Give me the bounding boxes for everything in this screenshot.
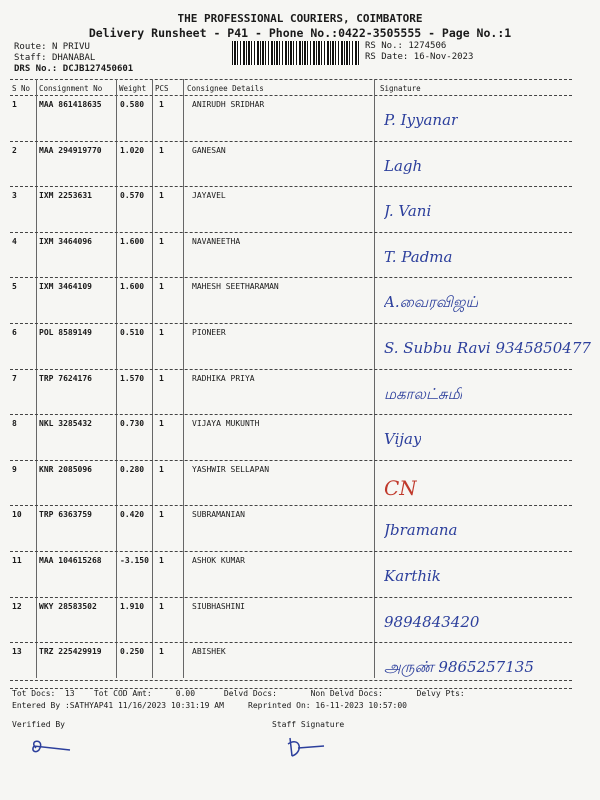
verifier-signature-mark bbox=[26, 736, 76, 760]
row-sno: 12 bbox=[12, 601, 22, 611]
row-weight: 0.250 bbox=[120, 647, 145, 657]
row-consignment-no: IXM 3464096 bbox=[39, 236, 92, 246]
row-rule bbox=[10, 141, 572, 142]
table-bottom-rule bbox=[10, 680, 572, 681]
staff-signature-mark bbox=[282, 734, 332, 762]
row-consignee: MAHESH SEETHARAMAN bbox=[192, 282, 279, 292]
row-sno: 5 bbox=[12, 282, 17, 292]
row-signature: Jbramana bbox=[384, 521, 458, 540]
entered-by-line: Entered By :SATHYAP41 11/16/2023 10:31:19 AM Reprinted On: 16-11-2023 10:57:00 bbox=[12, 701, 407, 710]
row-consignment-no: IXM 3464109 bbox=[39, 282, 92, 292]
row-pcs: 1 bbox=[159, 145, 164, 155]
row-consignment-no: TRZ 225429919 bbox=[39, 647, 102, 657]
rs-date-line bbox=[365, 52, 473, 62]
row-rule bbox=[10, 460, 572, 461]
row-weight: 1.600 bbox=[120, 236, 145, 246]
row-consignee: ASHOK KUMAR bbox=[192, 556, 245, 565]
row-consignment-no: POL 8589149 bbox=[39, 328, 92, 337]
row-consignee: VIJAYA MUKUNTH bbox=[192, 419, 260, 429]
row-sno: 13 bbox=[12, 647, 22, 657]
staff-line bbox=[14, 53, 95, 63]
col-signature: Signature bbox=[380, 84, 421, 93]
table-top-rule bbox=[10, 79, 572, 80]
row-signature: Lagh bbox=[384, 156, 423, 175]
row-weight: 1.570 bbox=[120, 373, 145, 383]
row-sno: 9 bbox=[12, 464, 17, 474]
row-signature: CN bbox=[384, 475, 417, 500]
drs-value: DCJB127450601 bbox=[62, 64, 134, 74]
row-signature: T. Padma bbox=[384, 247, 453, 266]
row-consignment-no: NKL 3285432 bbox=[39, 419, 92, 429]
col-divider bbox=[183, 79, 184, 678]
col-divider bbox=[152, 79, 153, 678]
route-value: N PRIVU bbox=[51, 42, 90, 52]
row-pcs: 1 bbox=[159, 236, 164, 246]
row-weight: 1.020 bbox=[120, 145, 145, 155]
row-signature: 9894843420 bbox=[384, 612, 480, 631]
row-consignee: RADHIKA PRIYA bbox=[192, 373, 255, 383]
row-rule bbox=[10, 232, 572, 233]
row-sno: 1 bbox=[12, 100, 17, 109]
drs-line bbox=[14, 64, 133, 74]
row-signature: மகாலட்சுமி bbox=[384, 384, 463, 403]
table-header-rule bbox=[10, 95, 572, 96]
col-sno: S No bbox=[12, 84, 31, 93]
row-consignee: SIUBHASHINI bbox=[192, 601, 245, 611]
row-sno: 2 bbox=[12, 145, 17, 155]
row-signature: S. Subbu Ravi 9345850477 bbox=[384, 339, 591, 357]
col-divider bbox=[374, 79, 375, 678]
row-consignee: PIONEER bbox=[192, 328, 226, 337]
row-rule bbox=[10, 505, 572, 506]
row-consignee: GANESAN bbox=[192, 145, 226, 155]
row-rule bbox=[10, 277, 572, 278]
row-consignment-no: MAA 861418635 bbox=[39, 100, 102, 109]
row-signature: அருண் 9865257135 bbox=[384, 658, 534, 677]
col-consignee: Consignee Details bbox=[187, 84, 264, 93]
row-rule bbox=[10, 414, 572, 415]
row-rule bbox=[10, 186, 572, 187]
row-signature: Vijay bbox=[384, 430, 422, 449]
row-consignment-no: TRP 7624176 bbox=[39, 373, 92, 383]
row-sno: 11 bbox=[12, 556, 22, 565]
row-rule bbox=[10, 597, 572, 598]
col-pcs: PCS bbox=[155, 84, 169, 93]
row-pcs: 1 bbox=[159, 556, 164, 565]
row-weight: 0.510 bbox=[120, 328, 145, 337]
row-consignment-no: KNR 2085096 bbox=[39, 464, 92, 474]
row-signature: J. Vani bbox=[384, 202, 432, 221]
barcode bbox=[232, 41, 360, 65]
col-divider bbox=[36, 79, 37, 678]
row-sno: 7 bbox=[12, 373, 17, 383]
row-rule bbox=[10, 551, 572, 552]
row-pcs: 1 bbox=[159, 601, 164, 611]
col-divider bbox=[116, 79, 117, 678]
row-weight: -3.150 bbox=[120, 556, 149, 565]
col-consignment: Consignment No bbox=[39, 84, 103, 93]
route-line bbox=[14, 42, 90, 52]
row-pcs: 1 bbox=[159, 191, 164, 201]
row-consignee: NAVANEETHA bbox=[192, 236, 241, 246]
drs-label: DRS No.: bbox=[14, 64, 58, 74]
row-pcs: 1 bbox=[159, 282, 164, 292]
row-pcs: 1 bbox=[159, 647, 164, 657]
row-weight: 0.730 bbox=[120, 419, 145, 429]
route-label: Route: bbox=[14, 42, 47, 52]
row-weight: 1.910 bbox=[120, 601, 145, 611]
rs-no-line bbox=[365, 41, 446, 51]
row-rule bbox=[10, 642, 572, 643]
row-consignee: YASHWIR SELLAPAN bbox=[192, 464, 270, 474]
row-consignee: ABISHEK bbox=[192, 647, 226, 657]
row-pcs: 1 bbox=[159, 373, 164, 383]
row-consignment-no: MAA 104615268 bbox=[39, 556, 102, 565]
row-consignee: SUBRAMANIAN bbox=[192, 510, 245, 520]
row-consignee: JAYAVEL bbox=[192, 191, 226, 201]
company-title: THE PROFESSIONAL COURIERS, COIMBATORE bbox=[177, 12, 423, 25]
row-sno: 6 bbox=[12, 328, 17, 337]
row-sno: 10 bbox=[12, 510, 22, 520]
row-weight: 0.420 bbox=[120, 510, 145, 520]
row-pcs: 1 bbox=[159, 510, 164, 520]
row-consignment-no: TRP 6363759 bbox=[39, 510, 92, 520]
staff-signature-label: Staff Signature bbox=[272, 720, 345, 729]
totals-line: Tot Docs: 13 Tot COD Amt: 0.00 Delvd Docs: Non Delvd Docs: Delvy Pts: bbox=[12, 689, 465, 698]
row-sno: 3 bbox=[12, 191, 17, 201]
rs-date-value: 16-Nov-2023 bbox=[413, 52, 474, 62]
row-sno: 4 bbox=[12, 236, 17, 246]
row-consignment-no: MAA 294919770 bbox=[39, 145, 102, 155]
row-weight: 0.580 bbox=[120, 100, 145, 109]
rs-no-label: RS No.: bbox=[365, 41, 403, 51]
row-consignment-no: IXM 2253631 bbox=[39, 191, 92, 201]
staff-label: Staff: bbox=[14, 53, 47, 63]
row-sno: 8 bbox=[12, 419, 17, 429]
row-rule bbox=[10, 369, 572, 370]
row-signature: A.வைரவிஜய் bbox=[384, 293, 479, 312]
row-weight: 1.600 bbox=[120, 282, 145, 292]
row-weight: 0.280 bbox=[120, 464, 145, 474]
verified-by-label: Verified By bbox=[12, 720, 65, 729]
row-weight: 0.570 bbox=[120, 191, 145, 201]
row-signature: Karthik bbox=[384, 567, 441, 585]
col-weight: Weight bbox=[119, 84, 147, 93]
runsheet-subtitle: Delivery Runsheet - P41 - Phone No.:0422-3505555 - Page No.:1 bbox=[88, 26, 512, 40]
row-consignment-no: WKY 28583502 bbox=[39, 601, 97, 611]
row-rule bbox=[10, 323, 572, 324]
rs-date-label: RS Date: bbox=[365, 52, 409, 62]
row-pcs: 1 bbox=[159, 100, 164, 109]
rs-no-value: 1274506 bbox=[408, 41, 447, 51]
staff-value: DHANABAL bbox=[51, 53, 96, 63]
row-signature: P. Iyyanar bbox=[384, 111, 459, 129]
row-pcs: 1 bbox=[159, 328, 164, 337]
row-pcs: 1 bbox=[159, 419, 164, 429]
row-pcs: 1 bbox=[159, 464, 164, 474]
row-consignee: ANIRUDH SRIDHAR bbox=[192, 100, 265, 109]
